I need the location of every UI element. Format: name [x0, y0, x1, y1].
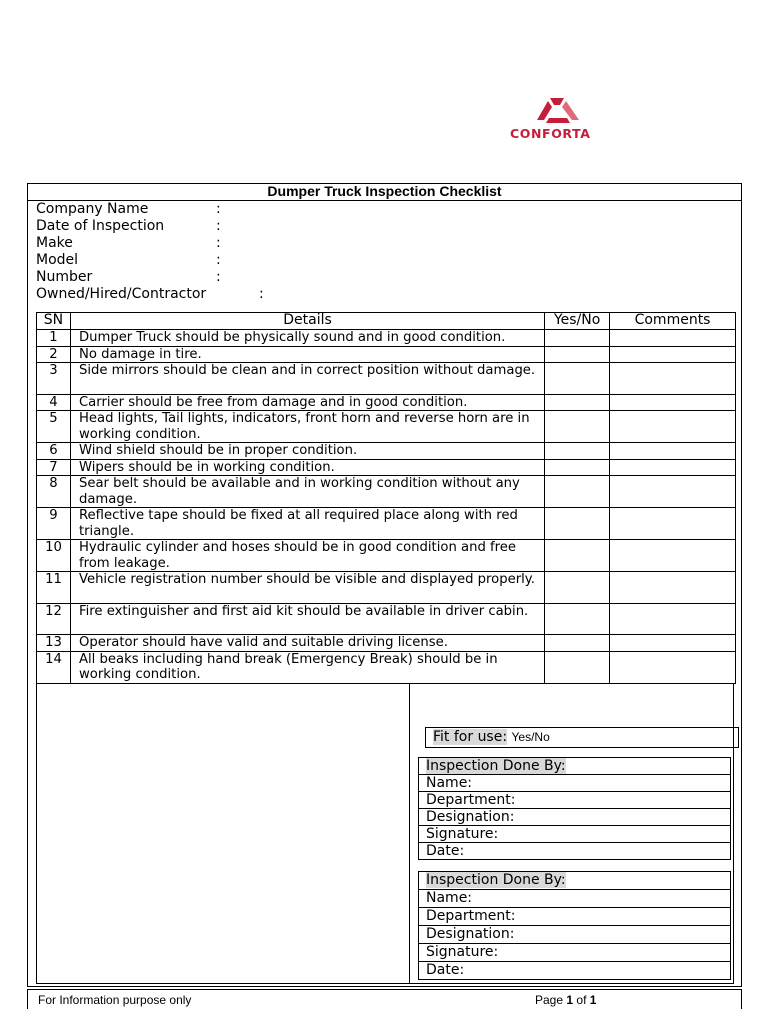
- info-label: Make: [36, 235, 73, 251]
- row-sn: 10: [37, 540, 71, 572]
- inspection-header: Inspection Done By:: [419, 758, 731, 775]
- row-yes-no-cell[interactable]: [545, 330, 610, 347]
- row-comments-cell[interactable]: [610, 394, 736, 411]
- info-colon: :: [216, 201, 221, 217]
- fit-for-use-field[interactable]: [425, 727, 739, 748]
- row-details: Side mirrors should be clean and in correct position without damage.: [70, 363, 544, 395]
- info-row-company-name: [36, 201, 456, 218]
- table-row: [37, 411, 736, 443]
- checklist-header-row: [37, 313, 736, 330]
- row-sn: 11: [37, 572, 71, 604]
- row-yes-no-cell[interactable]: [545, 443, 610, 460]
- row-yes-no-cell[interactable]: [545, 508, 610, 540]
- info-fields: [36, 201, 456, 303]
- row-details: Vehicle registration number should be visible and displayed properly.: [70, 572, 544, 604]
- row-sn: 3: [37, 363, 71, 395]
- row-sn: 7: [37, 459, 71, 476]
- row-details: Head lights, Tail lights, indicators, front horn and reverse horn are in working condition.: [70, 411, 544, 443]
- row-yes-no-cell[interactable]: [545, 635, 610, 652]
- row-comments-cell[interactable]: [610, 443, 736, 460]
- table-row: [37, 346, 736, 363]
- header-yes-no: Yes/No: [545, 313, 610, 330]
- info-row-date-of-inspection: [36, 218, 456, 235]
- info-label: Owned/Hired/Contractor: [36, 286, 207, 302]
- page-footer: [27, 989, 742, 1009]
- date-field[interactable]: Date:: [419, 843, 731, 860]
- row-yes-no-cell[interactable]: [545, 540, 610, 572]
- row-comments-cell[interactable]: [610, 459, 736, 476]
- row-details: Operator should have valid and suitable driving license.: [70, 635, 544, 652]
- row-details: Fire extinguisher and first aid kit should be available in driver cabin.: [70, 603, 544, 635]
- row-details: No damage in tire.: [70, 346, 544, 363]
- name-field[interactable]: Name:: [419, 890, 731, 908]
- table-row: [37, 476, 736, 508]
- designation-field[interactable]: Designation:: [419, 926, 731, 944]
- signature-field[interactable]: Signature:: [419, 826, 731, 843]
- row-comments-cell[interactable]: [610, 572, 736, 604]
- info-label: Number: [36, 269, 93, 285]
- row-comments-cell[interactable]: [610, 363, 736, 395]
- row-details: Wipers should be in working condition.: [70, 459, 544, 476]
- header-details: Details: [70, 313, 544, 330]
- page-number: Page 1 of 1: [535, 993, 597, 1007]
- department-field[interactable]: Department:: [419, 908, 731, 926]
- info-row-make: [36, 235, 456, 252]
- row-yes-no-cell[interactable]: [545, 346, 610, 363]
- row-sn: 14: [37, 651, 71, 683]
- company-logo: [508, 96, 608, 142]
- row-yes-no-cell[interactable]: [545, 363, 610, 395]
- row-details: Reflective tape should be fixed at all required place along with red triangle.: [70, 508, 544, 540]
- row-comments-cell[interactable]: [610, 476, 736, 508]
- info-colon: :: [216, 218, 221, 234]
- row-comments-cell[interactable]: [610, 330, 736, 347]
- info-row-model: [36, 252, 456, 269]
- row-comments-cell[interactable]: [610, 346, 736, 363]
- fit-for-use-label: Fit for use:: [433, 729, 508, 745]
- header-sn: SN: [37, 313, 71, 330]
- inspection-header: Inspection Done By:: [419, 872, 731, 890]
- row-sn: 13: [37, 635, 71, 652]
- row-comments-cell[interactable]: [610, 603, 736, 635]
- name-field[interactable]: Name:: [419, 775, 731, 792]
- row-comments-cell[interactable]: [610, 651, 736, 683]
- table-row: [37, 635, 736, 652]
- row-sn: 5: [37, 411, 71, 443]
- logo-wordmark: CONFORTA: [510, 126, 591, 141]
- table-row: [37, 508, 736, 540]
- row-yes-no-cell[interactable]: [545, 603, 610, 635]
- header-comments: Comments: [610, 313, 736, 330]
- table-row: [37, 651, 736, 683]
- row-sn: 6: [37, 443, 71, 460]
- info-label: Company Name: [36, 201, 149, 217]
- table-row: [37, 572, 736, 604]
- row-details: Sear belt should be available and in working condition without any damage.: [70, 476, 544, 508]
- designation-field[interactable]: Designation:: [419, 809, 731, 826]
- info-label: Model: [36, 252, 79, 268]
- row-sn: 2: [37, 346, 71, 363]
- row-yes-no-cell[interactable]: [545, 572, 610, 604]
- inspection-block-1: [418, 757, 731, 860]
- row-comments-cell[interactable]: [610, 508, 736, 540]
- department-field[interactable]: Department:: [419, 792, 731, 809]
- row-sn: 12: [37, 603, 71, 635]
- row-comments-cell[interactable]: [610, 540, 736, 572]
- row-details: Carrier should be free from damage and in good condition.: [70, 394, 544, 411]
- row-details: Wind shield should be in proper condition.: [70, 443, 544, 460]
- info-label: Date of Inspection: [36, 218, 165, 234]
- checklist-table: [36, 312, 736, 684]
- inspection-block-2: [418, 871, 731, 980]
- row-sn: 4: [37, 394, 71, 411]
- document-title: Dumper Truck Inspection Checklist: [27, 183, 742, 201]
- info-colon: :: [216, 235, 221, 251]
- table-row: [37, 394, 736, 411]
- table-row: [37, 330, 736, 347]
- table-row: [37, 443, 736, 460]
- info-colon: :: [216, 252, 221, 268]
- row-comments-cell[interactable]: [610, 635, 736, 652]
- info-colon: :: [216, 269, 221, 285]
- row-sn: 8: [37, 476, 71, 508]
- row-yes-no-cell[interactable]: [545, 411, 610, 443]
- table-row: [37, 363, 736, 395]
- date-field[interactable]: Date:: [419, 962, 731, 980]
- row-details: All beaks including hand break (Emergency Break) should be in working condition.: [70, 651, 544, 683]
- section-divider: [409, 683, 410, 984]
- table-row: [37, 459, 736, 476]
- info-row-owned-hired-contractor: [36, 286, 456, 303]
- row-yes-no-cell[interactable]: [545, 651, 610, 683]
- row-details: Hydraulic cylinder and hoses should be in good condition and free from leakage.: [70, 540, 544, 572]
- table-row: [37, 603, 736, 635]
- row-sn: 1: [37, 330, 71, 347]
- row-yes-no-cell[interactable]: [545, 459, 610, 476]
- footer-note: For Information purpose only: [38, 993, 192, 1007]
- row-comments-cell[interactable]: [610, 411, 736, 443]
- row-sn: 9: [37, 508, 71, 540]
- row-yes-no-cell[interactable]: [545, 394, 610, 411]
- fit-for-use-value: Yes/No: [511, 730, 550, 744]
- info-colon: :: [259, 286, 264, 302]
- conforta-logo-icon: [532, 96, 584, 126]
- info-row-number: [36, 269, 456, 286]
- row-yes-no-cell[interactable]: [545, 476, 610, 508]
- table-row: [37, 540, 736, 572]
- row-details: Dumper Truck should be physically sound and in good condition.: [70, 330, 544, 347]
- signature-field[interactable]: Signature:: [419, 944, 731, 962]
